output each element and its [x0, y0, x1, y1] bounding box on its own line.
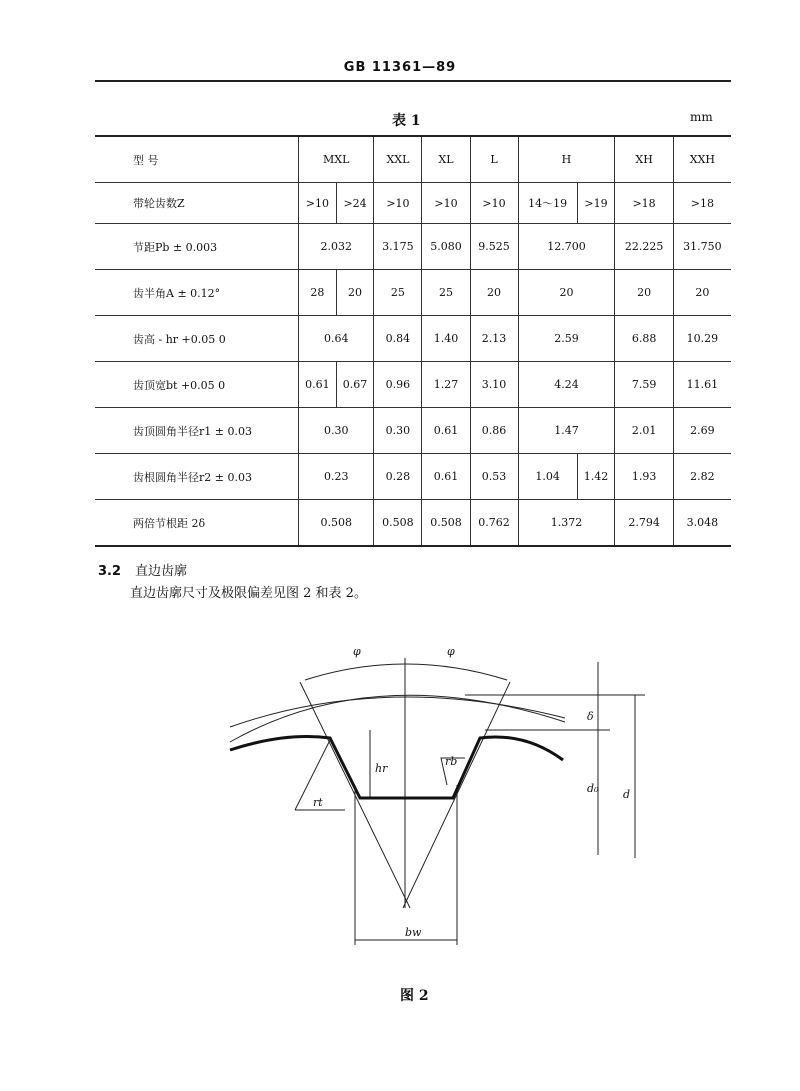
table-row: [95, 500, 731, 547]
do-label: d₀: [587, 782, 599, 795]
bw-label: bw: [405, 926, 422, 939]
col-type: XXH: [673, 136, 731, 183]
pitch-arc: [230, 695, 565, 742]
row-label: 齿根圆角半径r2 ± 0.03: [95, 454, 299, 500]
row-label: 齿高 - hr +0.05 0: [95, 316, 299, 362]
table-cell: 12.700: [518, 224, 615, 270]
angle-arc: [305, 664, 507, 680]
phi-left-label: φ: [353, 645, 361, 658]
table-cell: 20: [673, 270, 731, 316]
table-row: [95, 183, 731, 224]
row-label: 齿顶宽bt +0.05 0: [95, 362, 299, 408]
table-cell: 14～19: [518, 183, 577, 224]
table-cell: >10: [374, 183, 422, 224]
table-cell: 0.30: [374, 408, 422, 454]
table-cell: 3.10: [470, 362, 518, 408]
table-cell: 28: [299, 270, 337, 316]
table-cell: 1.40: [422, 316, 470, 362]
table-cell: 11.61: [673, 362, 731, 408]
tooth-profile-line: [230, 737, 563, 799]
table-header-label: 型 号: [95, 136, 299, 183]
table-cell: 3.175: [374, 224, 422, 270]
table-cell: 20: [336, 270, 374, 316]
table-cell: 20: [518, 270, 615, 316]
tooth-profile-figure: [225, 640, 665, 970]
table-cell: 5.080: [422, 224, 470, 270]
table-cell: >18: [615, 183, 673, 224]
table-cell: >24: [336, 183, 374, 224]
table-cell: 10.29: [673, 316, 731, 362]
table-row: [95, 408, 731, 454]
table-cell: 2.794: [615, 500, 673, 547]
pitch-arc-upper: [230, 697, 565, 727]
table-cell: 0.61: [422, 454, 470, 500]
col-type: XXL: [374, 136, 422, 183]
rt-label: rt: [313, 796, 323, 809]
standard-header: GB 11361—89: [343, 60, 457, 75]
phi-right-label: φ: [447, 645, 455, 658]
table-cell: 31.750: [673, 224, 731, 270]
table-cell: 3.048: [673, 500, 731, 547]
table-cell: 2.01: [615, 408, 673, 454]
spec-table: [95, 135, 731, 547]
diameter-dimension-lines: [598, 662, 635, 858]
table-cell: 4.24: [518, 362, 615, 408]
table-row: [95, 270, 731, 316]
table-row: [95, 224, 731, 270]
table-row: [95, 316, 731, 362]
table-cell: 9.525: [470, 224, 518, 270]
table-cell: 0.30: [299, 408, 374, 454]
d-label: d: [623, 788, 631, 801]
table-cell: 0.96: [374, 362, 422, 408]
table-cell: 0.53: [470, 454, 518, 500]
row-label: 两倍节根距 2δ: [95, 500, 299, 547]
delta-label: δ: [587, 710, 594, 723]
table-cell: 0.28: [374, 454, 422, 500]
rb-label: rb: [445, 755, 458, 768]
table-cell: 0.508: [374, 500, 422, 547]
section-paragraph: 直边齿廓尺寸及极限偏差见图 2 和表 2。: [130, 586, 367, 601]
table-cell: 0.67: [336, 362, 374, 408]
table-cell: 0.84: [374, 316, 422, 362]
section-title: 直边齿廓: [135, 564, 188, 579]
bw-extension-lines: [355, 785, 457, 945]
table-unit: mm: [690, 110, 713, 124]
table-cell: 7.59: [615, 362, 673, 408]
row-label: 带轮齿数Z: [95, 183, 299, 224]
table-cell: 1.04: [518, 454, 577, 500]
figure-caption: 图 2: [400, 988, 429, 1004]
table-row: [95, 454, 731, 500]
table-cell: >10: [299, 183, 337, 224]
table-cell: 6.88: [615, 316, 673, 362]
row-label: 齿顶圆角半径r1 ± 0.03: [95, 408, 299, 454]
table-cell: 2.59: [518, 316, 615, 362]
table-cell: 0.508: [299, 500, 374, 547]
table-cell: >19: [577, 183, 615, 224]
section-heading: [98, 560, 187, 579]
table-cell: 25: [422, 270, 470, 316]
table-cell: 1.42: [577, 454, 615, 500]
col-type: XL: [422, 136, 470, 183]
table-cell: 20: [615, 270, 673, 316]
table-cell: 0.61: [422, 408, 470, 454]
table-cell: 0.23: [299, 454, 374, 500]
table-cell: 2.69: [673, 408, 731, 454]
table-cell: >10: [470, 183, 518, 224]
header-rule: [95, 80, 731, 82]
hr-label: hr: [375, 762, 388, 775]
col-type: XH: [615, 136, 673, 183]
table-cell: 0.61: [299, 362, 337, 408]
table-cell: 2.82: [673, 454, 731, 500]
table-header-row: [95, 136, 731, 183]
col-type: MXL: [299, 136, 374, 183]
table-cell: >10: [422, 183, 470, 224]
table-cell: 22.225: [615, 224, 673, 270]
table-cell: 0.762: [470, 500, 518, 547]
table-cell: 25: [374, 270, 422, 316]
table-cell: 20: [470, 270, 518, 316]
col-type: L: [470, 136, 518, 183]
row-label: 节距Pb ± 0.003: [95, 224, 299, 270]
table-caption: 表 1: [392, 113, 421, 129]
table-cell: 1.372: [518, 500, 615, 547]
row-label: 齿半角A ± 0.12°: [95, 270, 299, 316]
table-cell: >18: [673, 183, 731, 224]
table-cell: 2.13: [470, 316, 518, 362]
table-cell: 0.64: [299, 316, 374, 362]
table-cell: 1.47: [518, 408, 615, 454]
section-number: 3.2: [98, 564, 122, 579]
table-cell: 1.93: [615, 454, 673, 500]
table-cell: 2.032: [299, 224, 374, 270]
table-cell: 0.86: [470, 408, 518, 454]
table-cell: 0.508: [422, 500, 470, 547]
table-row: [95, 362, 731, 408]
table-cell: 1.27: [422, 362, 470, 408]
col-type: H: [518, 136, 615, 183]
diameter-extension-lines: [465, 695, 645, 730]
